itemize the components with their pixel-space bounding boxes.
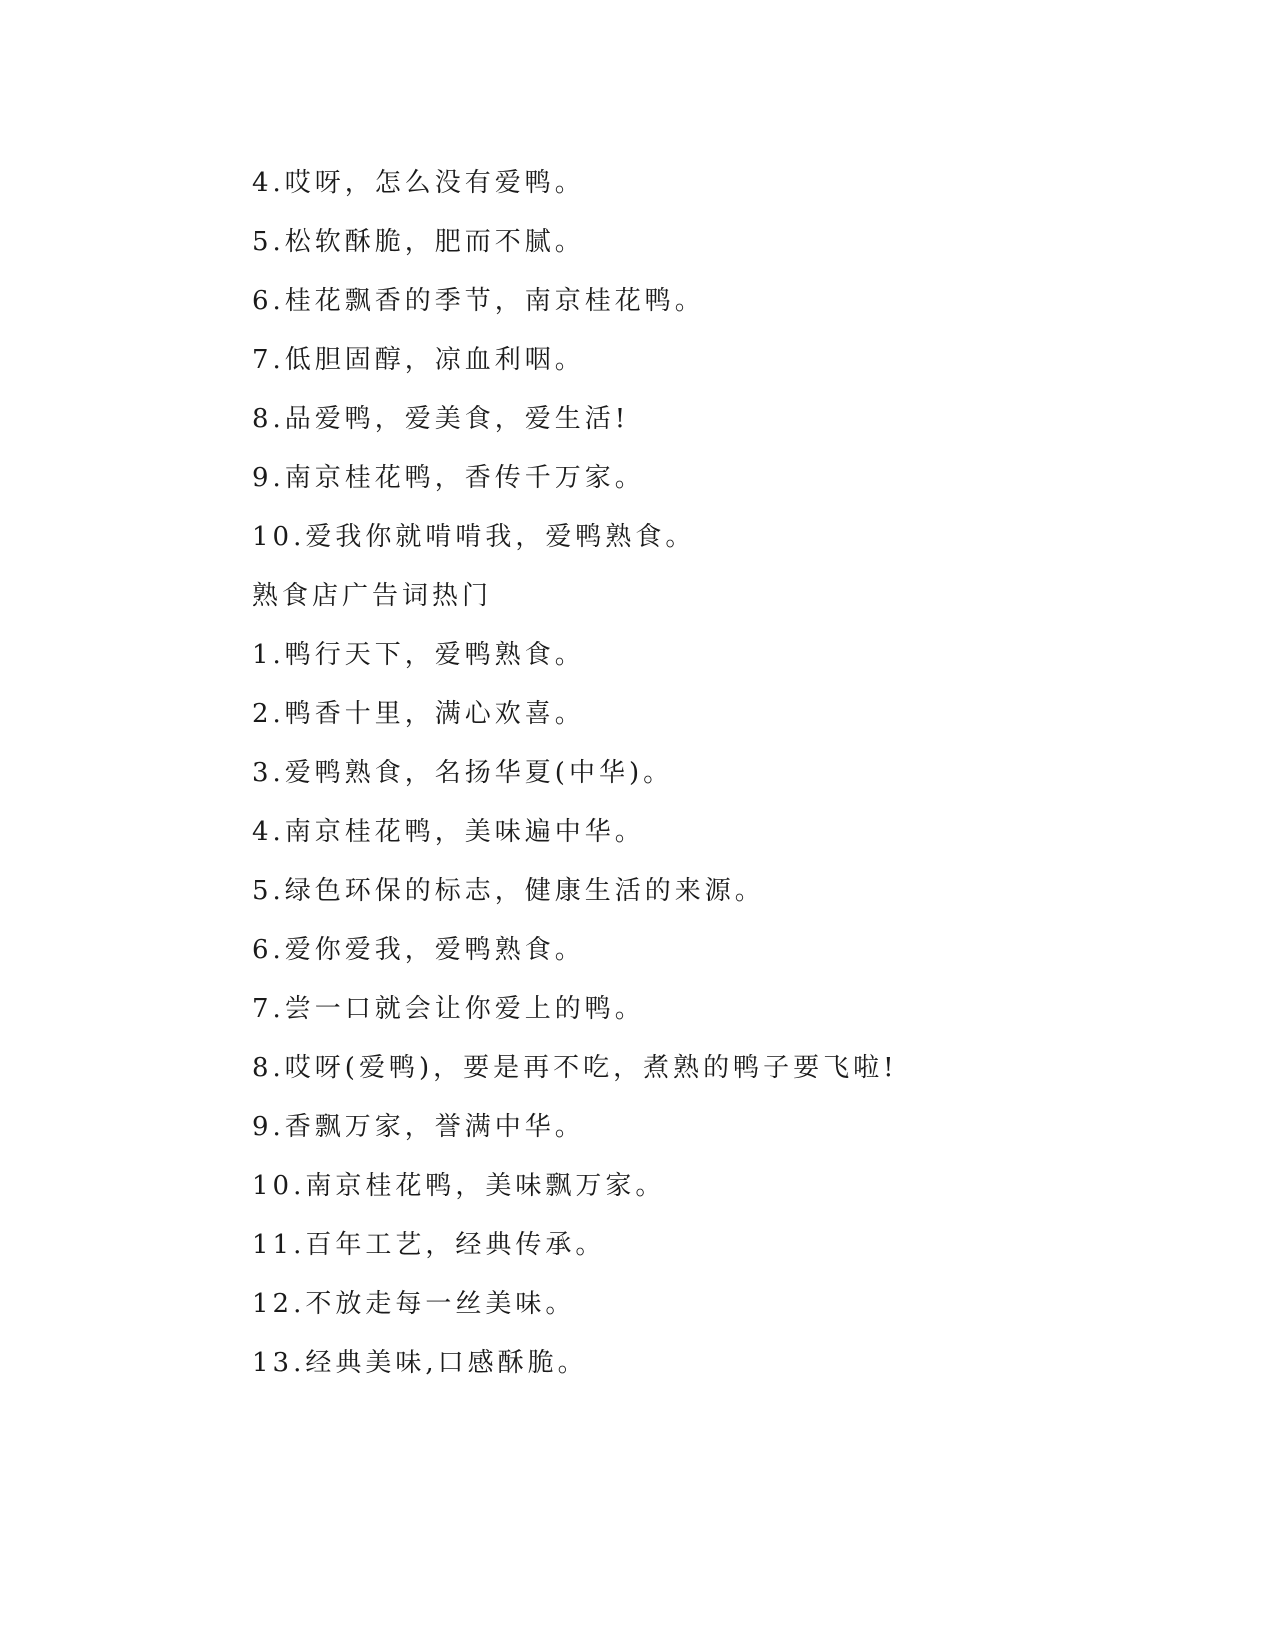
slogan-line: 6.桂花飘香的季节，南京桂花鸭。	[252, 286, 705, 316]
slogan-line: 5.绿色环保的标志，健康生活的来源。	[252, 876, 765, 906]
slogan-line: 7.尝一口就会让你爱上的鸭。	[252, 994, 645, 1024]
slogan-line: 4.哎呀，怎么没有爱鸭。	[252, 168, 585, 198]
slogan-line: 7.低胆固醇，凉血利咽。	[252, 345, 585, 375]
slogan-line: 4.南京桂花鸭，美味遍中华。	[252, 817, 645, 847]
section-heading: 熟食店广告词热门	[252, 581, 493, 611]
slogan-line: 10.南京桂花鸭，美味飘万家。	[252, 1171, 666, 1201]
slogan-line: 8.哎呀(爱鸭)，要是再不吃，煮熟的鸭子要飞啦!	[252, 1053, 898, 1083]
slogan-line: 6.爱你爱我，爱鸭熟食。	[252, 935, 585, 965]
document-body	[252, 160, 1152, 1399]
slogan-line: 2.鸭香十里，满心欢喜。	[252, 699, 585, 729]
slogan-line: 11.百年工艺，经典传承。	[252, 1230, 606, 1260]
slogan-line: 5.松软酥脆，肥而不腻。	[252, 227, 585, 257]
slogan-line: 13.经典美味,口感酥脆。	[252, 1348, 588, 1378]
slogan-line: 9.香飘万家，誉满中华。	[252, 1112, 585, 1142]
slogan-line: 12.不放走每一丝美味。	[252, 1289, 576, 1319]
slogan-line: 8.品爱鸭，爱美食，爱生活!	[252, 404, 630, 434]
slogan-line: 9.南京桂花鸭，香传千万家。	[252, 463, 645, 493]
slogan-line: 10.爱我你就啃啃我，爱鸭熟食。	[252, 522, 696, 552]
slogan-line: 3.爱鸭熟食，名扬华夏(中华)。	[252, 758, 674, 788]
slogan-line: 1.鸭行天下，爱鸭熟食。	[252, 640, 585, 670]
